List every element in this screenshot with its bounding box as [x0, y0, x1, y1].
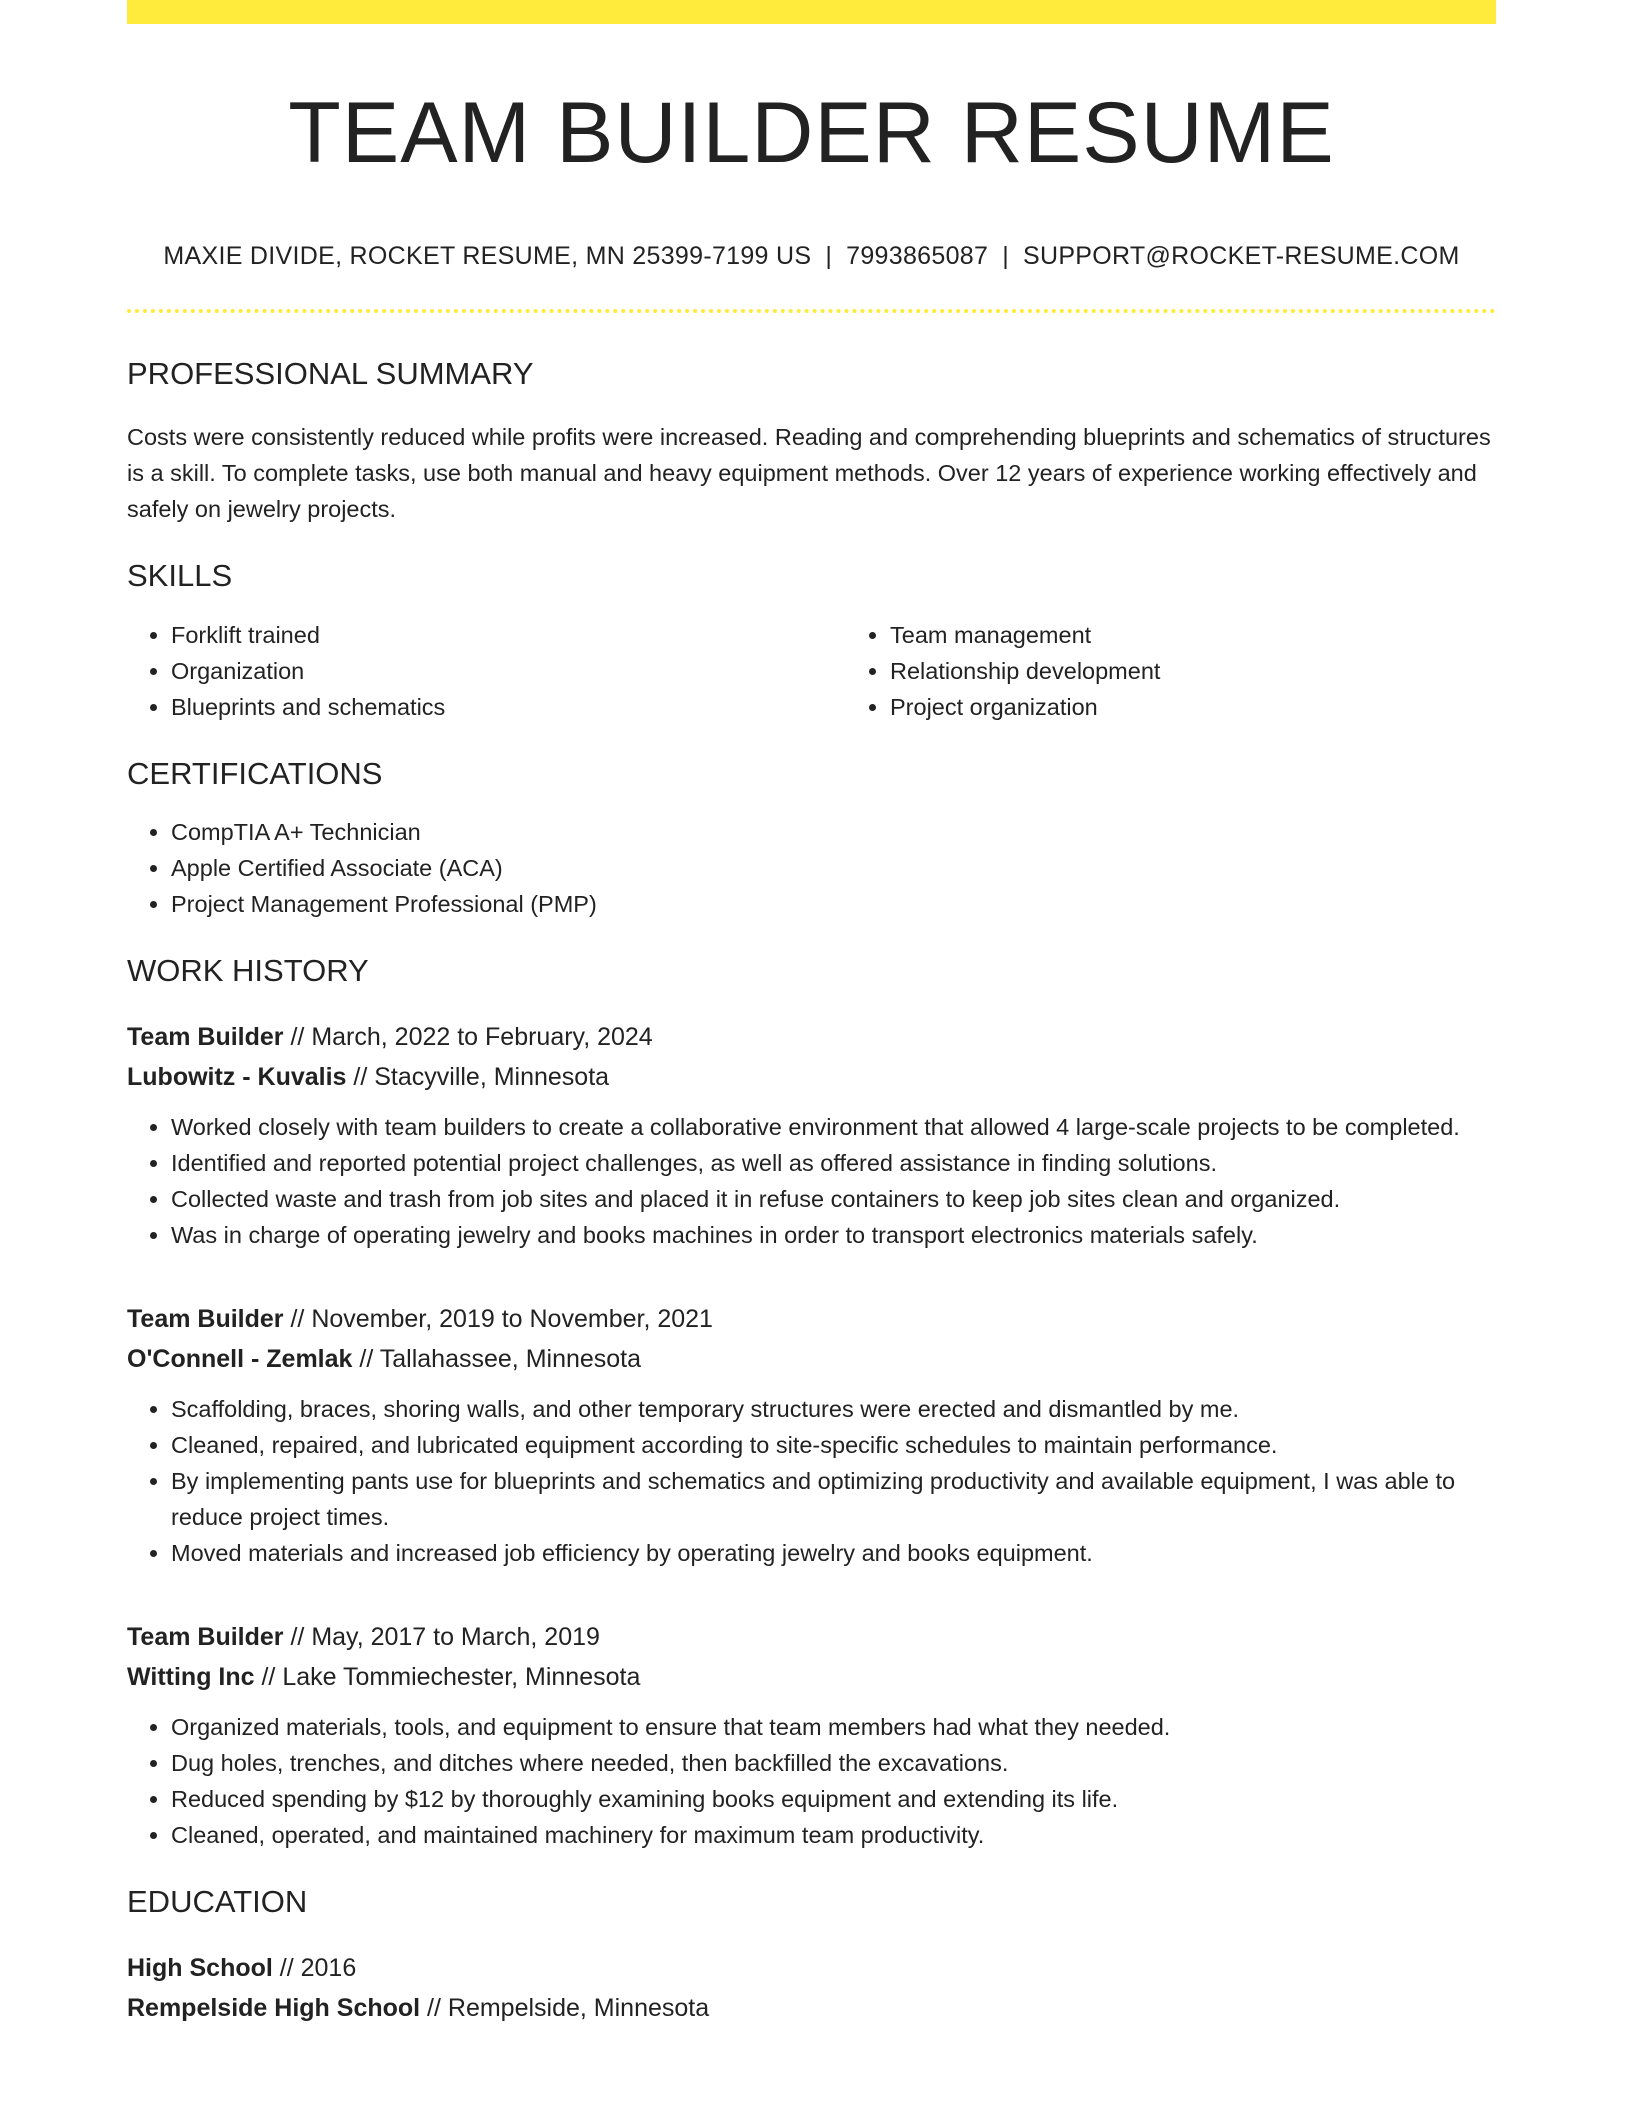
- job-bullet: • Cleaned, repaired, and lubricated equipment according to site-specific schedules to maintain performance.: [171, 1427, 1496, 1463]
- job-company: O'Connell - Zemlak: [127, 1345, 353, 1374]
- job-location: // Lake Tommiechester, Minnesota: [254, 1663, 641, 1692]
- job-bullet: • Identified and reported potential project challenges, as well as offered assistance in finding solutions.: [171, 1145, 1496, 1181]
- contact-separator: |: [825, 242, 833, 271]
- job-entry: [127, 1017, 1496, 1253]
- skills-columns: [127, 617, 1496, 725]
- job-bullet: • Dug holes, trenches, and ditches where needed, then backfilled the excavations.: [171, 1745, 1496, 1781]
- job-dates: // March, 2022 to February, 2024: [283, 1023, 653, 1052]
- certifications-section: [127, 755, 1496, 922]
- job-role: Team Builder: [127, 1305, 284, 1334]
- job-bullets: [127, 1709, 1496, 1853]
- job-bullet: • Cleaned, operated, and maintained machinery for maximum team productivity.: [171, 1817, 1496, 1853]
- education-school: Rempelside High School: [127, 1994, 421, 2023]
- contact-address: MAXIE DIVIDE, ROCKET RESUME, MN 25399-7199 US: [163, 242, 812, 271]
- resume-title: TEAM BUILDER RESUME: [288, 85, 1335, 181]
- job-bullet: • Scaffolding, braces, shoring walls, and other temporary structures were erected and dismantled by me.: [171, 1391, 1496, 1427]
- contact-separator: |: [1002, 242, 1009, 271]
- job-bullet: • Reduced spending by $12 by thoroughly examining books equipment and extending its life.: [171, 1781, 1496, 1817]
- job-entry: [127, 1617, 1496, 1853]
- skill-item: • Team management: [890, 617, 1565, 653]
- summary-text: Costs were consistently reduced while profits were increased. Reading and comprehending blueprints and schematics of structures is a skill. To complete tasks, use both manual and heavy equipment methods. Over 12 years of experience working effectively and safely on jewelry projects.: [127, 424, 1491, 523]
- education-degree: High School: [127, 1954, 273, 1983]
- job-dates: // May, 2017 to March, 2019: [283, 1623, 600, 1652]
- certifications-heading: CERTIFICATIONS: [127, 755, 383, 791]
- certification-item: • CompTIA A+ Technician: [171, 814, 1496, 850]
- certification-item: • Apple Certified Associate (ACA): [171, 850, 1496, 886]
- skill-item: • Relationship development: [890, 653, 1565, 689]
- contact-phone: 7993865087: [846, 242, 989, 271]
- certifications-list: [127, 814, 1496, 922]
- job-location: // Stacyville, Minnesota: [346, 1063, 610, 1092]
- job-bullet: • Was in charge of operating jewelry and books machines in order to transport electronics materials safely.: [171, 1217, 1496, 1253]
- education-year: // 2016: [272, 1954, 357, 1983]
- job-header: [127, 1299, 1496, 1379]
- job-location: // Tallahassee, Minnesota: [352, 1345, 642, 1374]
- resume-content: [127, 0, 1496, 2028]
- education-section: [127, 1883, 1496, 2028]
- dotted-divider: [127, 309, 1496, 313]
- job-header: [127, 1017, 1496, 1097]
- skill-item: • Organization: [171, 653, 846, 689]
- job-bullets: [127, 1109, 1496, 1253]
- contact-email: SUPPORT@ROCKET-RESUME.COM: [1022, 242, 1460, 271]
- job-bullet: • Worked closely with team builders to create a collaborative environment that allowed 4 large-scale projects to be completed.: [171, 1109, 1496, 1145]
- skill-item: • Blueprints and schematics: [171, 689, 846, 725]
- job-bullet: • By implementing pants use for blueprints and schematics and optimizing productivity and available equipment, I was able to reduce project times.: [171, 1463, 1496, 1535]
- work-history-heading: WORK HISTORY: [127, 952, 369, 988]
- job-header: [127, 1617, 1496, 1697]
- job-entry: [127, 1299, 1496, 1571]
- skills-right-list: [846, 617, 1565, 725]
- job-bullet: • Organized materials, tools, and equipment to ensure that team members had what they needed.: [171, 1709, 1496, 1745]
- job-role: Team Builder: [127, 1623, 284, 1652]
- job-bullet: • Moved materials and increased job efficiency by operating jewelry and books equipment.: [171, 1535, 1496, 1571]
- education-heading: EDUCATION: [127, 1884, 308, 1920]
- skill-item: • Forklift trained: [171, 617, 846, 653]
- education-location: // Rempelside, Minnesota: [420, 1994, 710, 2023]
- certification-item: • Project Management Professional (PMP): [171, 886, 1496, 922]
- job-bullet: • Collected waste and trash from job sites and placed it in refuse containers to keep job sites clean and organized.: [171, 1181, 1496, 1217]
- education-entry: [127, 1948, 1496, 2028]
- job-dates: // November, 2019 to November, 2021: [283, 1305, 713, 1334]
- job-company: Witting Inc: [127, 1663, 255, 1692]
- work-history-section: [127, 952, 1496, 1853]
- job-role: Team Builder: [127, 1023, 284, 1052]
- skills-left-list: [127, 617, 846, 725]
- top-accent-bar: [127, 0, 1496, 24]
- job-bullets: [127, 1391, 1496, 1571]
- skills-section: [127, 557, 1496, 724]
- job-company: Lubowitz - Kuvalis: [127, 1063, 347, 1092]
- skill-item: • Project organization: [890, 689, 1565, 725]
- summary-heading: PROFESSIONAL SUMMARY: [127, 356, 534, 392]
- skills-heading: SKILLS: [127, 558, 233, 594]
- contact-line: [127, 242, 1496, 271]
